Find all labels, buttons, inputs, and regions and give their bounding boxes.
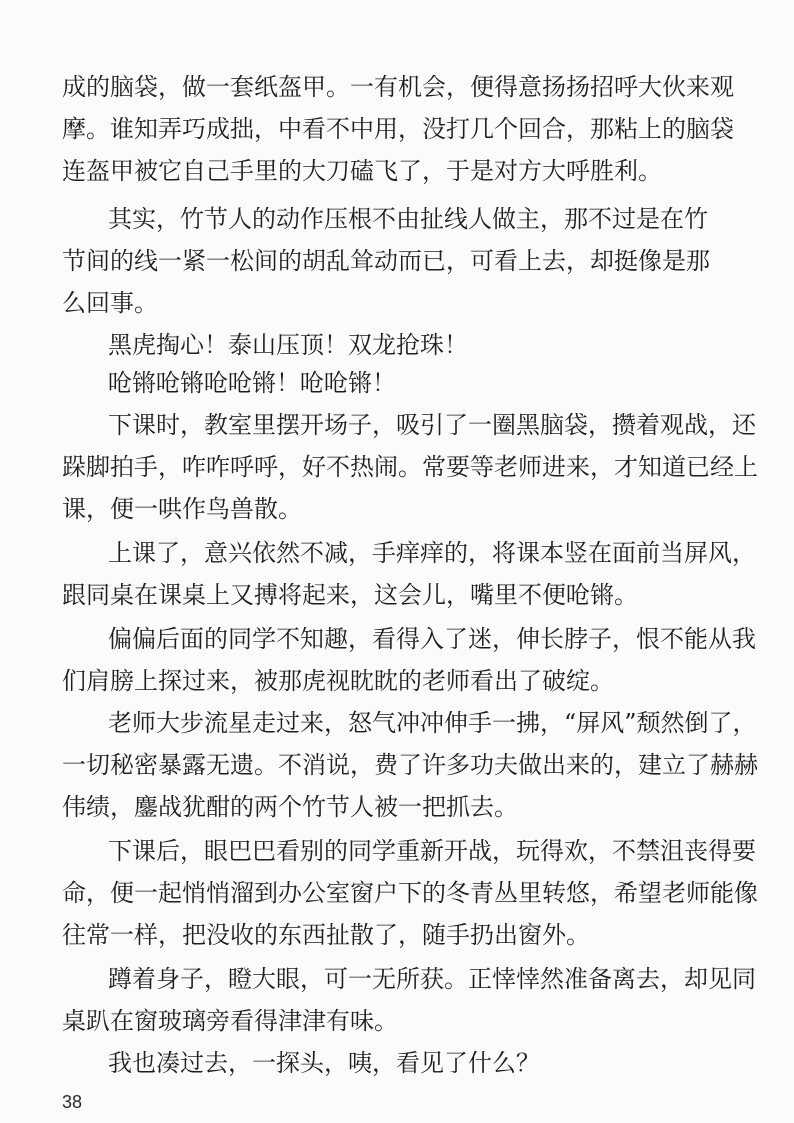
text-line: 呛锵呛锵呛呛锵！呛呛锵！ (108, 369, 396, 397)
text-line: 连盔甲被它自己手里的大刀磕飞了，于是对方大呼胜利。 (62, 157, 662, 185)
text-line: 我也凑过去，一探头，咦，看见了什么？ (108, 1049, 540, 1077)
text-line: 蹲着身子，瞪大眼，可一无所获。正悻悻然准备离去，却见同 (108, 965, 756, 993)
text-line: 黑虎掏心！泰山压顶！双龙抢珠！ (108, 331, 468, 359)
text-line: 其实，竹节人的动作压根不由扯线人做主，那不过是在竹 (108, 205, 708, 233)
page-number: 38 (62, 1092, 83, 1112)
text-line: 伟绩，鏖战犹酣的两个竹节人被一把抓去。 (62, 793, 518, 821)
text-line: 桌趴在窗玻璃旁看得津津有味。 (62, 1007, 398, 1035)
text-line: 下课时，教室里摆开场子，吸引了一圈黑脑袋，攒着观战，还 (108, 411, 756, 439)
text-line: 成的脑袋，做一套纸盔甲。一有机会，便得意扬扬招呼大伙来观 (62, 73, 734, 101)
text-line: 们肩膀上探过来，被那虎视眈眈的老师看出了破绽。 (62, 667, 614, 695)
text-line: 摩。谁知弄巧成拙，中看不中用，没打几个回合，那粘上的脑袋 (62, 115, 734, 143)
text-line: 课，便一哄作鸟兽散。 (62, 495, 302, 523)
text-line: 么回事。 (62, 289, 158, 317)
text-line: 往常一样，把没收的东西扯散了，随手扔出窗外。 (62, 921, 590, 949)
text-line: 上课了，意兴依然不减，手痒痒的，将课本竖在面前当屏风， (108, 539, 756, 567)
text-line: 节间的线一紧一松间的胡乱耸动而已，可看上去，却挺像是那 (62, 247, 710, 275)
text-line: 跺脚拍手，咋咋呼呼，好不热闹。常要等老师进来，才知道已经上 (62, 453, 758, 481)
text-line: 命，便一起悄悄溜到办公室窗户下的冬青丛里转悠，希望老师能像 (62, 879, 758, 907)
text-line: 老师大步流星走过来，怒气冲冲伸手一拂，“屏风”颓然倒了， (108, 709, 757, 737)
text-line: 跟同桌在课桌上又搏将起来，这会儿，嘴里不便呛锵。 (62, 581, 638, 609)
text-line: 下课后，眼巴巴看别的同学重新开战，玩得欢，不禁沮丧得要 (108, 837, 756, 865)
text-line: 偏偏后面的同学不知趣，看得入了迷，伸长脖子，恨不能从我 (108, 625, 756, 653)
text-line: 一切秘密暴露无遗。不消说，费了许多功夫做出来的，建立了赫赫 (62, 751, 758, 779)
